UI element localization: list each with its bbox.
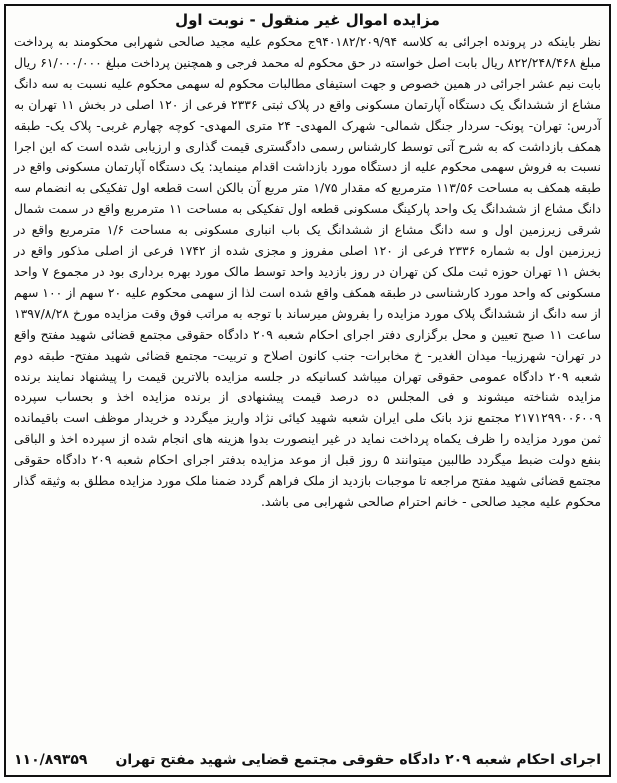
notice-title: مزایده اموال غیر منقول - نوبت اول <box>175 11 440 29</box>
notice-signature: اجرای احکام شعبه ۲۰۹ دادگاه حقوقی مجتمع قضایی شهید مفتح تهران <box>115 752 601 768</box>
notice-footer <box>14 749 601 771</box>
auction-notice <box>4 4 611 777</box>
notice-body: نظر باینکه در پرونده اجرائی به کلاسه ۹۴۰۱۸۲/۲۰۹/۹۴ج محکوم علیه مجید صالحی شهرابی محکومند به پرداخت مبلغ ۸۲۲/۲۴۸/۴۶۸ ریال بابت اصل خواسته در حق محکوم له محمد فرجی و همچنین پرداخت مبلغ ۶۱/۰۰۰/۰۰۰ ریال بابت نیم عشر اجرائی در همین خصوص و جهت استیفای مطالبات محکوم له سهمی محکوم علیه نسبت به سه دانگ مشاع از ششدانگ یک دستگاه آپارتمان مسکونی واقع در پلاک ثبتی ۲۳۳۶ فرعی از ۱۲۰ اصلی در بخش ۱۱ تهران به آدرس: تهران- پونک- سردار جنگل شمالی- شهرک المهدی- ۲۴ متری المهدی- کوچه چهارم غربی- پلاک یک- طبقه همکف بازداشت که به شرح آتی توسط کارشناس رسمی دادگستری قیمت گذاری و ارزیابی شده است که این اجرا نسبت به فروش سهمی محکوم علیه از دستگاه مورد بازداشت اقدام مینماید: یک دستگاه آپارتمان مسکونی واقع در طبقه همکف به مساحت ۱۱۳/۵۶ مترمربع که مقدار ۱/۷۵ متر مربع آن بالکن است قطعه اول تفکیکی به انضمام سه دانگ مشاع از ششدانگ یک واحد پارکینگ مسکونی قطعه اول تفکیکی به مساحت ۱۱ مترمربع واقع در سمت شمال شرقی زیرزمین اول و سه دانگ مشاع از ششدانگ یک باب انباری مسکونی به مساحت ۱/۶ مترمربع واقع در زیرزمین اول به شماره ۲۳۳۶ فرعی از ۱۲۰ اصلی مفروز و مجزی شده از ۱۷۴۲ فرعی از اصلی مذکور واقع در بخش ۱۱ تهران حوزه ثبت ملک کن تهران در روز بازدید واحد توسط مالک مورد بهره برداری بود در مجموع ۷ واحد مسکونی که واحد مورد کارشناسی در طبقه همکف واقع شده است لذا از سهمی محکوم علیه ۲۰ سهم از ۱۰۰ سهم از سه دانگ از ششدانگ پلاک مورد مزایده را بفروش میرساند با توجه به مراتب فوق وقت مزایده مورخ ۱۳۹۷/۸/۲۸ ساعت ۱۱ صبح تعیین و محل برگزاری دفتر اجرای احکام شعبه ۲۰۹ دادگاه حقوقی مجتمع قضائی شهید مفتح واقع در تهران- شهرزیبا- میدان الغدیر- خ مخابرات- جنب کانون اصلاح و تربیت- مجتمع قضائی شهید مفتح- طبقه دوم شعبه ۲۰۹ دادگاه عمومی حقوقی تهران میباشد کسانیکه در جلسه مزایده بالاترین قیمت را پیشنهاد نمایند برنده مزایده شناخته میشوند و فی المجلس ده درصد قیمت پیشنهادی از برنده مزایده اخذ و بحساب سپرده ۲۱۷۱۲۹۹۰۰۶۰۰۹ مجتمع نزد بانک ملی ایران شعبه شهید کیائی نژاد واریز میگردد و خریدار موظف است باقیمانده ثمن مورد مزایده را ظرف یکماه پرداخت نماید در غیر اینصورت بدوا هزینه های انجام شده از سپرده اخذ و الباقی بنفع دولت ضبط میگردد طالبین میتوانند ۵ روز قبل از موعد مزایده بدفتر اجرای احکام شعبه ۲۰۹ دادگاه حقوقی مجتمع قضائی شهید مفتح مراجعه تا موجبات بازدید از ملک فراهم گردد ضمنا ملک مورد مزایده مطلق به وثیقه گذار محکوم علیه مجید صالحی - خانم احترام صالحی شهرابی می باشد. <box>14 34 602 509</box>
notice-code: ۱۱۰/۸۹۳۵۹ <box>14 752 88 768</box>
